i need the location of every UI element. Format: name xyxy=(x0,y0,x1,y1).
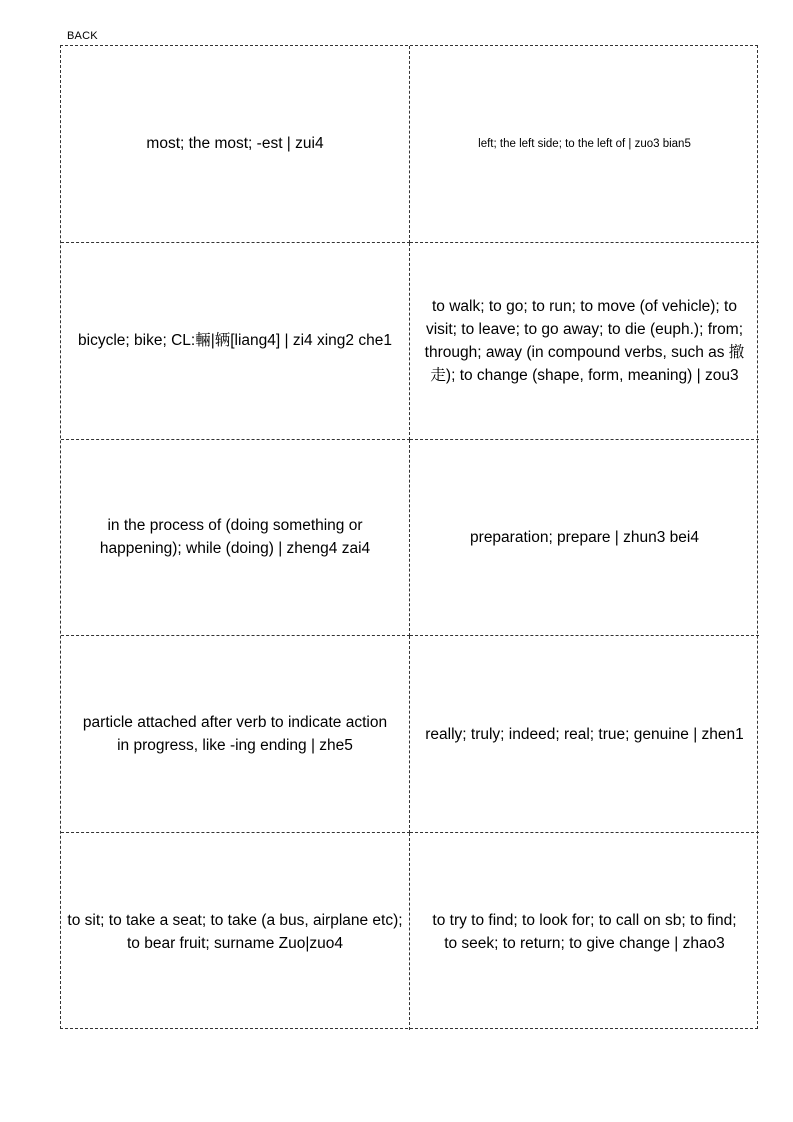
flashcard xyxy=(410,46,759,243)
flashcard-text: particle attached after verb to indicate action in progress, like -ing ending | zhe5 xyxy=(82,714,388,755)
flashcard-grid xyxy=(60,45,758,1029)
flashcard-text: left; the left side; to the left of | zuo3 bian5 xyxy=(478,137,691,150)
page-side-label: BACK xyxy=(67,30,98,42)
flashcard-text: in the process of (doing something or happening); while (doing) | zheng4 zai4 xyxy=(99,517,371,558)
flashcard xyxy=(410,243,759,440)
flashcard-text: bicycle; bike; CL:輛|辆[liang4] | zi4 xing2 che1 xyxy=(78,332,392,350)
flashcard xyxy=(61,46,410,243)
flashcard-text: most; the most; -est | zui4 xyxy=(146,135,324,153)
flashcard-text: really; truly; indeed; real; true; genuine | zhen1 xyxy=(425,725,744,743)
flashcard xyxy=(410,440,759,637)
flashcard xyxy=(61,833,410,1030)
flashcard-text: preparation; prepare | zhun3 bei4 xyxy=(470,528,699,546)
flashcard-text: to walk; to go; to run; to move (of vehicle); to visit; to leave; to go away; to die (euph.); from; through; away (in compound verbs, such as 撤走); to change (shape, form, meaning) | zou3 xyxy=(424,297,745,384)
flashcard xyxy=(61,440,410,637)
flashcard-text: to sit; to take a seat; to take (a bus, airplane etc); to bear fruit; surname Zuo|zuo4 xyxy=(67,911,403,952)
flashcard xyxy=(410,833,759,1030)
flashcard xyxy=(410,636,759,833)
flashcard-text: to try to find; to look for; to call on sb; to find; to seek; to return; to give change | zhao3 xyxy=(432,911,737,952)
flashcard xyxy=(61,636,410,833)
flashcard xyxy=(61,243,410,440)
